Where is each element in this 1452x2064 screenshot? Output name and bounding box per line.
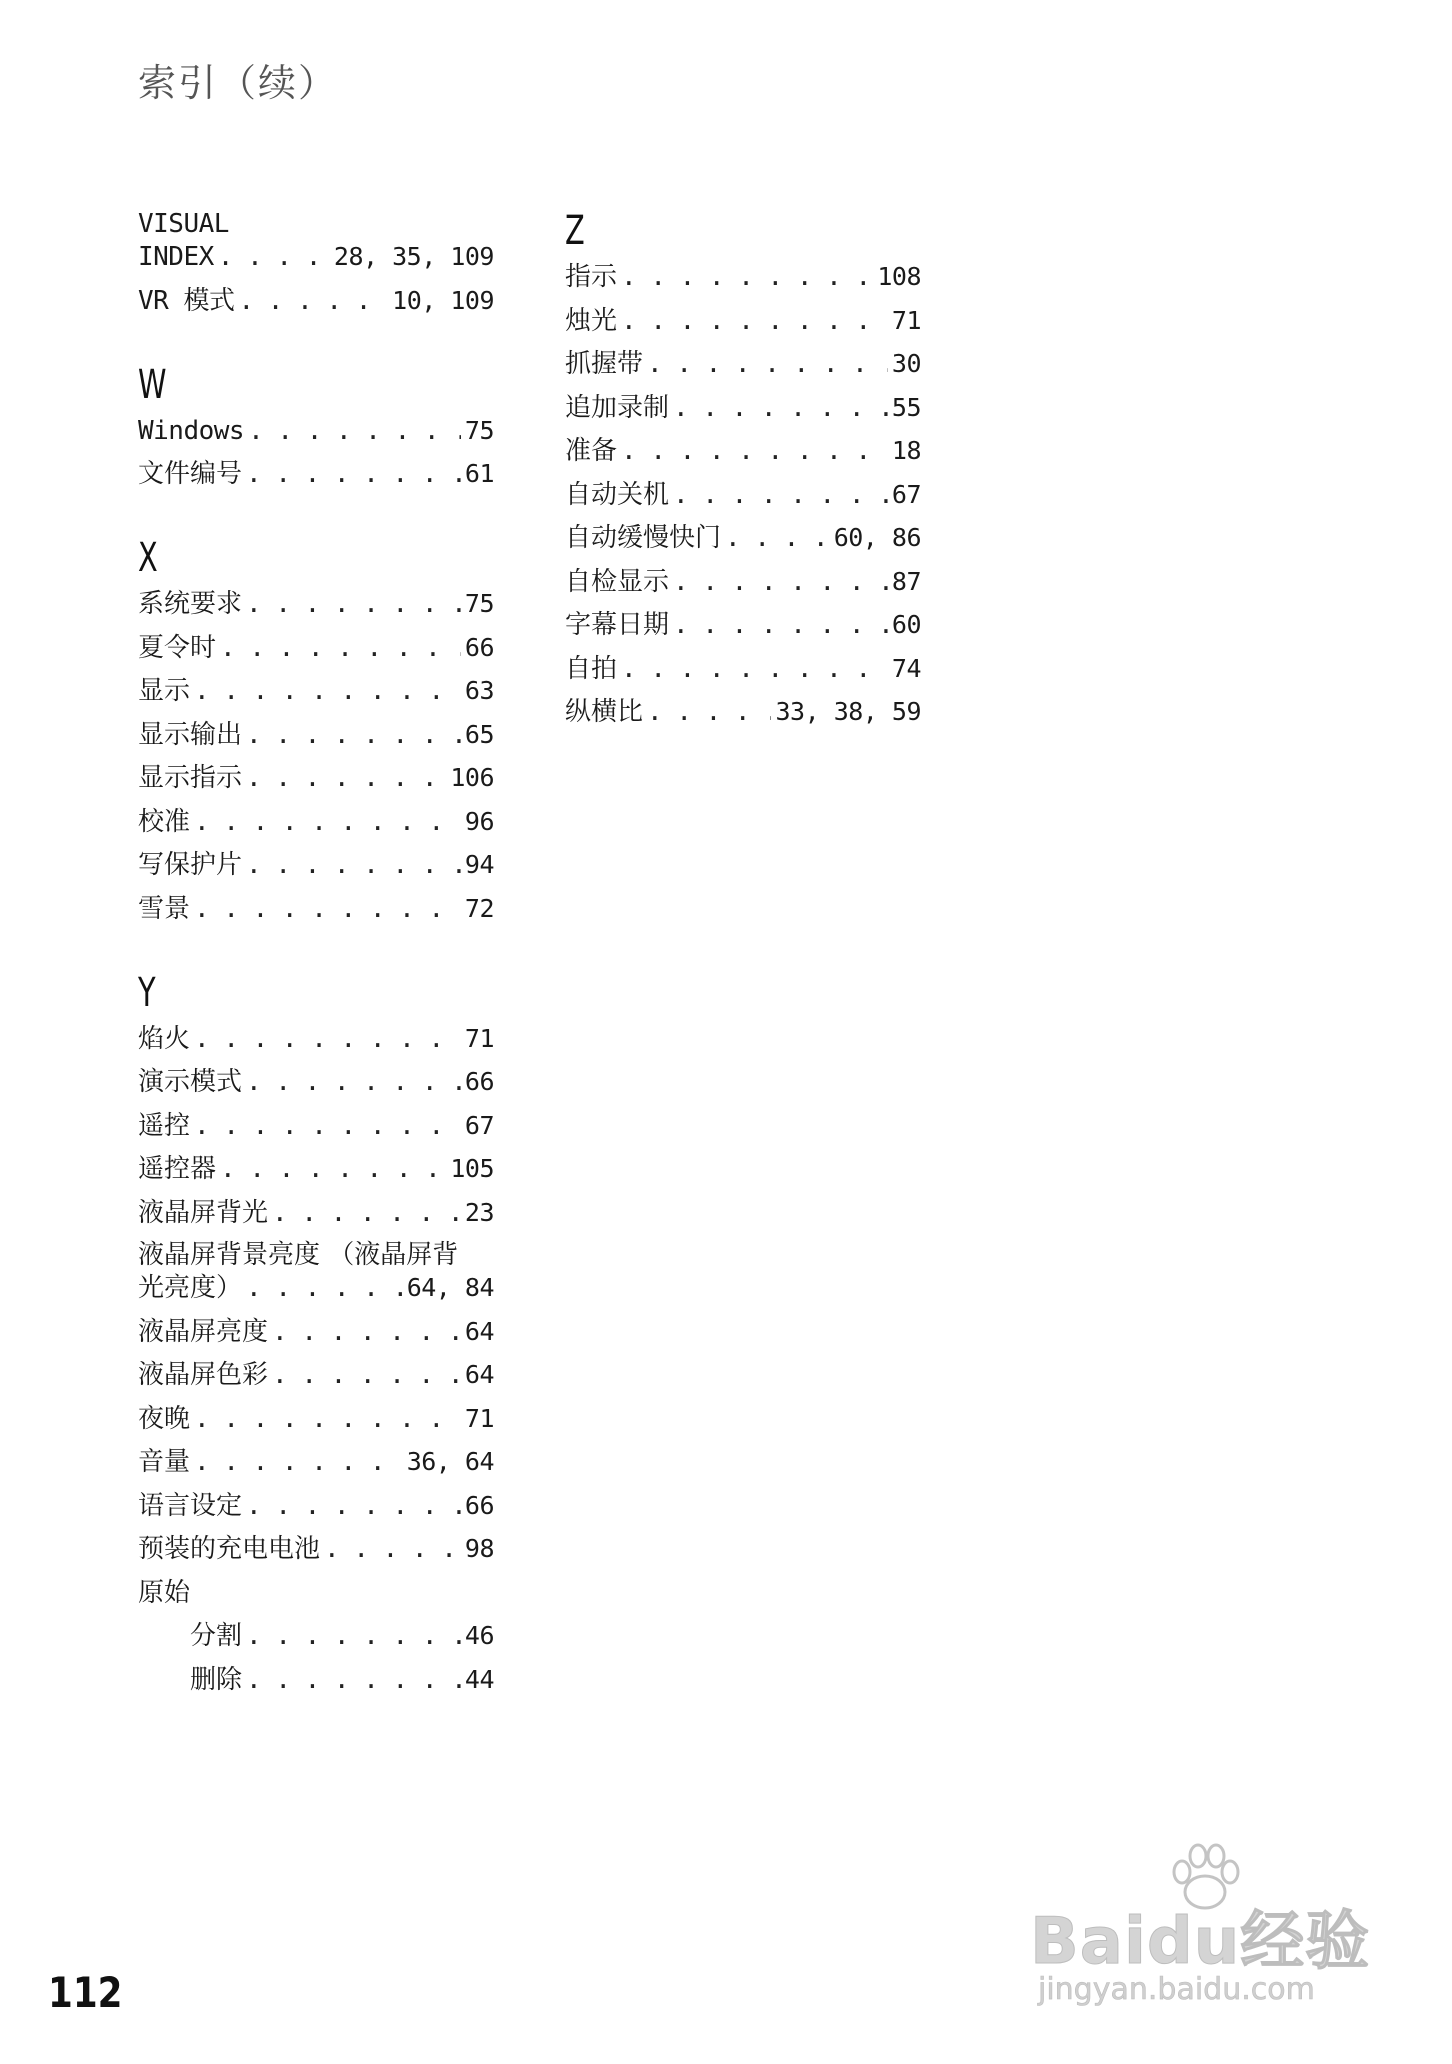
dot-leader [194,1109,461,1143]
index-entry-term: 烛光 [565,305,618,336]
page-number: 112 [48,1968,123,2017]
index-entry-pages: 23 [464,1197,494,1227]
index-entry-pages: 67 [464,1110,494,1140]
index-entry-pages: 108 [877,262,921,291]
index-entry-term: 夜晚 [138,1403,191,1434]
index-entry-pages: 72 [464,893,494,923]
index-entry-pages: 60, 86 [833,523,921,552]
index-section-w [138,362,494,492]
index-entry-pages: 64 [464,1316,494,1346]
index-entry-term: 焰火 [138,1023,191,1054]
index-entry [138,674,494,708]
index-entry [565,565,921,599]
index-entry [565,521,921,555]
index-entry [138,1532,494,1566]
index-entry [138,1445,494,1479]
index-entry [138,1489,494,1523]
index-entry [565,695,921,729]
index-entry-term: 自拍 [565,653,618,684]
index-entry [565,478,921,512]
dot-leader [621,652,888,686]
index-entry-pages: 98 [464,1534,494,1563]
watermark-brand: Baidu经验 [1030,1905,1371,1979]
index-entry [138,457,494,491]
dot-leader [246,457,461,491]
index-entry-term: 自检显示 [565,566,670,597]
index-entry-pages: 61 [464,459,494,488]
index-entry-pages: 105 [450,1154,494,1183]
dot-leader [272,1358,461,1392]
dot-leader [673,565,888,599]
dot-leader [246,1065,461,1099]
index-subentry [138,1663,494,1697]
index-entry-pages: 87 [891,566,921,596]
index-entry [138,284,494,318]
watermark-url: jingyan.baidu.com [1038,1972,1315,2007]
dot-leader [725,521,830,555]
index-entry [138,1152,494,1186]
index-entry-term: 字幕日期 [565,610,670,640]
dot-leader [621,434,888,468]
index-section-z [565,208,921,729]
index-entry-pages: 75 [464,589,494,618]
dot-leader [218,240,330,274]
index-entry [138,1196,494,1230]
index-entry [138,587,494,621]
index-entry [138,892,494,926]
dot-leader [647,695,771,729]
index-entry-pages: 63 [464,676,494,705]
dot-leader [220,631,461,665]
index-entry [138,208,494,274]
index-entry-pages: 18 [891,436,921,465]
dot-leader [238,284,388,318]
index-entry-pages: 55 [891,392,921,422]
index-entry-term: 夏令时 [138,632,217,663]
index-entry-term: 显示 [138,676,191,706]
dot-leader [246,761,446,795]
index-entry [138,1358,494,1392]
index-entry-term: 指示 [565,262,618,292]
index-entry-term: 追加录制 [565,392,670,423]
index-column-right [565,208,921,773]
section-letter: X [138,535,158,581]
dot-leader [272,1315,461,1349]
index-entry-pages: 60 [891,610,921,639]
index-entry-term: 演示模式 [138,1067,243,1097]
index-entry-pages: 71 [464,1403,494,1433]
index-section-continued [138,208,494,318]
index-section-y [138,970,494,1697]
index-entry-term: 显示输出 [138,719,243,750]
index-entry [138,718,494,752]
index-entry [138,631,494,665]
dot-leader [246,1489,461,1523]
dot-leader [647,347,888,381]
index-entry-pages: 64 [464,1360,494,1389]
index-entry-pages: 74 [891,653,921,683]
dot-leader [621,260,873,294]
index-entry-term: 光亮度） [138,1273,243,1303]
index-entry-term: 文件编号 [138,459,243,489]
index-entry-pages: 66 [464,1490,494,1520]
index-entry-term: 写保护片 [138,850,243,880]
index-entry-term: 纵横比 [565,697,644,727]
index-section-x [138,535,494,926]
index-entry [565,608,921,642]
dot-leader [246,1619,461,1653]
index-entry-term: INDEX [138,242,214,272]
dot-leader [194,674,461,708]
index-entry [138,1271,494,1305]
dot-leader [246,587,461,621]
index-entry [138,1402,494,1436]
index-entry-term: 遥控 [138,1110,191,1141]
index-entry-pages: 71 [464,1023,494,1053]
index-entry [138,1065,494,1099]
dot-leader [194,805,461,839]
index-subentry [138,1619,494,1653]
index-entry [138,1576,494,1610]
index-entry-term-line: VISUAL [138,209,229,239]
dot-leader [194,1402,461,1436]
index-entry-pages: 66 [464,632,494,662]
index-entry [565,434,921,468]
index-entry-pages: 71 [891,305,921,335]
dot-leader [246,848,461,882]
index-entry [138,1239,494,1305]
index-entry-pages: 94 [464,850,494,879]
dot-leader [194,1022,461,1056]
index-entry-term-line: 液晶屏背景亮度 （液晶屏背 [138,1240,459,1270]
index-entry [138,414,494,448]
dot-leader [673,608,888,642]
index-entry-pages: 66 [464,1067,494,1096]
dot-leader [673,478,888,512]
index-entry-term: 显示指示 [138,763,243,793]
dot-leader [220,1152,446,1186]
index-entry [565,652,921,686]
section-letter: Y [138,969,156,1016]
index-entry-term: 校准 [138,806,191,837]
index-entry-pages: 46 [464,1621,494,1650]
baidu-watermark [1030,1840,1410,2020]
dot-leader [246,1271,403,1305]
page-title: 索引（续） [138,61,339,105]
index-entry [138,240,494,274]
dot-leader [194,892,461,926]
index-entry-term: 自动关机 [565,479,670,510]
index-entry-term: 原始 [138,1577,191,1608]
index-entry-term: 分割 [190,1621,243,1651]
index-entry-pages: 44 [464,1664,494,1694]
index-entry-term: VR 模式 [138,285,235,316]
index-entry [565,347,921,381]
index-entry-term: 液晶屏色彩 [138,1360,269,1390]
index-entry-term: 语言设定 [138,1490,243,1521]
index-entry-term: 液晶屏背光 [138,1197,269,1228]
index-entry-pages: 96 [464,806,494,836]
index-entry-pages: 64, 84 [406,1273,494,1302]
index-entry-term: 雪景 [138,893,191,924]
dot-leader [194,1445,403,1479]
dot-leader [246,718,461,752]
index-entry-term: 液晶屏亮度 [138,1316,269,1347]
index-entry-pages: 28, 35, 109 [333,242,494,271]
section-letter: Z [565,208,585,254]
index-entry-term: Windows [138,415,245,446]
index-entry-term: 抓握带 [565,349,644,379]
index-entry [565,304,921,338]
index-entry-pages: 10, 109 [392,285,494,315]
index-entry [565,391,921,425]
index-entry-term: 预装的充电电池 [138,1534,321,1564]
index-entry [138,1109,494,1143]
index-entry [138,761,494,795]
index-entry-term: 准备 [565,436,618,466]
index-entry-pages: 65 [464,719,494,749]
dot-leader [246,1663,461,1697]
index-entry-term: 删除 [190,1664,243,1695]
index-entry [138,805,494,839]
dot-leader [621,304,888,338]
dot-leader [673,391,888,425]
index-entry-term: 遥控器 [138,1154,217,1184]
index-entry [565,260,921,294]
index-entry-term: 音量 [138,1447,191,1477]
index-entry-pages: 33, 38, 59 [775,697,921,726]
index-entry-pages: 36, 64 [406,1447,494,1476]
index-entry-pages: 106 [450,763,494,792]
index-column-left [138,208,494,1741]
section-letter: W [138,361,167,408]
index-entry-term: 系统要求 [138,589,243,619]
index-entry-term: 自动缓慢快门 [565,523,722,553]
dot-leader [248,414,461,448]
index-entry [138,1022,494,1056]
index-entry [138,1315,494,1349]
index-entry-pages: 30 [891,349,921,378]
dot-leader [272,1196,461,1230]
index-entry-pages: 75 [464,415,494,445]
index-entry-pages: 67 [891,479,921,509]
index-entry [138,848,494,882]
dot-leader [324,1532,461,1566]
